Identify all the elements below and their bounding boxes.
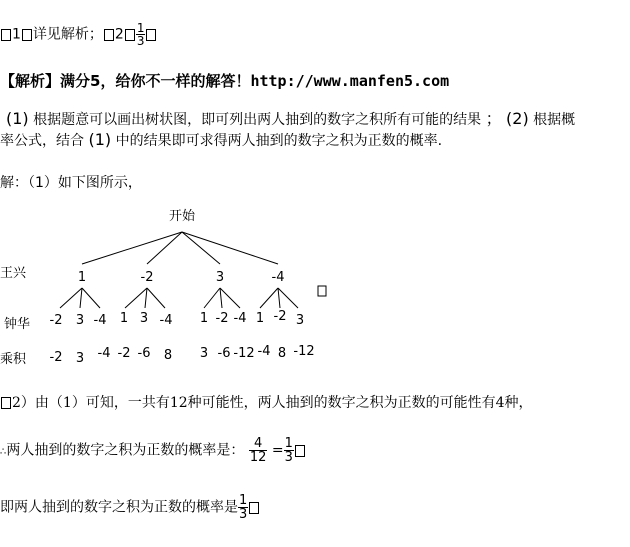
fraction-denominator: 3	[284, 450, 293, 465]
fraction-numerator: 1	[136, 21, 145, 35]
point-1-text: 根据题意可以画出树状图，即可列出两人抽到的数字之积所有可能的结果	[33, 112, 482, 128]
part2-line-3	[0, 494, 260, 521]
second-level-node: -4	[93, 313, 107, 328]
fraction-numerator: 1	[284, 436, 293, 451]
second-level-node: -2	[215, 311, 229, 326]
placeholder-box-icon	[125, 29, 135, 41]
part2-line-3-text: 即两人抽到的数字之积为正数的概率是	[0, 499, 238, 516]
branch-line	[182, 232, 278, 264]
part2-line-1	[0, 392, 533, 412]
tree-diagram	[0, 200, 630, 370]
equals-sign: =	[271, 442, 284, 459]
product-value: 8	[163, 348, 173, 363]
site-url[interactable]: http://www.manfen5.com	[250, 72, 450, 90]
branch-line	[147, 232, 182, 264]
branch-line	[278, 288, 280, 308]
point-2-number: (2)	[506, 109, 529, 128]
first-level-node: -2	[140, 270, 154, 285]
part2-line-1-text: 2）由（1）可知，一共有12种可能性，两人抽到的数字之积为正数的可能性有4种，	[12, 395, 533, 411]
first-level-node: -4	[271, 270, 285, 285]
analysis-line-2	[0, 130, 442, 150]
second-level-node: -2	[49, 313, 63, 328]
product-value: -12	[233, 346, 255, 361]
analysis-label: 【解析】	[0, 72, 61, 90]
first-level-node: 1	[77, 270, 87, 285]
analysis-line-2b: 中的结果即可求得两人抽到的数字之积为正数的概率.	[115, 133, 443, 149]
product-value: -6	[137, 346, 151, 361]
row-label-product: 乘积	[0, 352, 27, 367]
branch-line	[82, 232, 182, 264]
answer-line	[0, 22, 157, 47]
answer-part1-number: 1	[12, 26, 21, 43]
probability-fraction	[249, 437, 268, 464]
fraction-denominator: 12	[249, 450, 267, 465]
second-level-node: 3	[75, 313, 85, 328]
solution-intro: 解：（1）如下图所示，	[0, 175, 142, 191]
placeholder-box-icon	[1, 397, 11, 409]
product-value: -4	[257, 344, 271, 359]
first-level-node: 3	[215, 270, 225, 285]
row-label-zhonghua: 钟华	[4, 317, 31, 332]
branch-line	[147, 288, 165, 308]
branch-line	[145, 288, 147, 308]
simplified-fraction	[284, 437, 294, 464]
fraction-denominator: 3	[136, 34, 145, 48]
second-level-node: 1	[199, 311, 209, 326]
line2-point-number: (1)	[88, 130, 112, 149]
part2-line-2	[0, 437, 306, 464]
branch-line	[125, 288, 147, 308]
branch-line	[278, 288, 298, 308]
placeholder-box-icon	[104, 29, 114, 41]
part2-line-2-text: 两人抽到的数字之积为正数的概率是：	[6, 442, 245, 459]
slogan: 满分5，给你不一样的解答！	[60, 72, 251, 90]
analysis-line-2a: 率公式，结合	[0, 133, 84, 149]
second-level-node: 1	[119, 311, 129, 326]
product-value: -6	[217, 346, 231, 361]
branch-line	[60, 288, 82, 308]
product-value: -12	[293, 344, 315, 359]
product-value: -4	[97, 346, 111, 361]
row-label-wangxing: 王兴	[0, 266, 27, 281]
placeholder-box-icon	[146, 29, 156, 41]
branch-line	[220, 288, 240, 308]
therefore-icon: ∴	[0, 446, 7, 458]
product-value: -2	[49, 350, 63, 365]
branch-line	[220, 288, 222, 308]
placeholder-box-icon	[22, 29, 32, 41]
point-2-text: 根据概	[533, 112, 576, 128]
branch-line	[204, 288, 220, 308]
branch-line	[82, 288, 100, 308]
second-level-node: 3	[295, 313, 305, 328]
answer-part1-text: 详见解析；	[32, 26, 103, 43]
second-level-node: 1	[255, 311, 265, 326]
fraction-denominator: 3	[239, 507, 248, 522]
product-value: 3	[199, 346, 209, 361]
answer-part2-number: 2	[114, 26, 124, 43]
tree-root-label: 开始	[168, 209, 196, 224]
placeholder-box-icon	[295, 445, 305, 457]
placeholder-box-icon	[1, 29, 11, 41]
final-fraction	[238, 494, 248, 521]
analysis-line-1	[6, 106, 575, 129]
placeholder-box-icon	[249, 502, 259, 514]
product-value: 8	[277, 346, 287, 361]
branch-line	[182, 232, 220, 264]
placeholder-box-icon	[318, 286, 326, 296]
second-level-node: -4	[159, 313, 173, 328]
fraction-numerator: 1	[239, 493, 248, 508]
second-level-node: -2	[273, 309, 287, 324]
second-level-node: -4	[233, 311, 247, 326]
product-value: -2	[117, 346, 131, 361]
product-value: 3	[75, 351, 85, 366]
second-level-node: 3	[139, 311, 149, 326]
point-1-number: (1)	[6, 109, 29, 128]
answer-fraction	[136, 22, 146, 47]
branch-line	[260, 288, 278, 308]
separator: ；	[485, 109, 502, 128]
fraction-numerator: 4	[249, 437, 268, 451]
branch-line	[80, 288, 82, 308]
analysis-header	[0, 70, 449, 91]
